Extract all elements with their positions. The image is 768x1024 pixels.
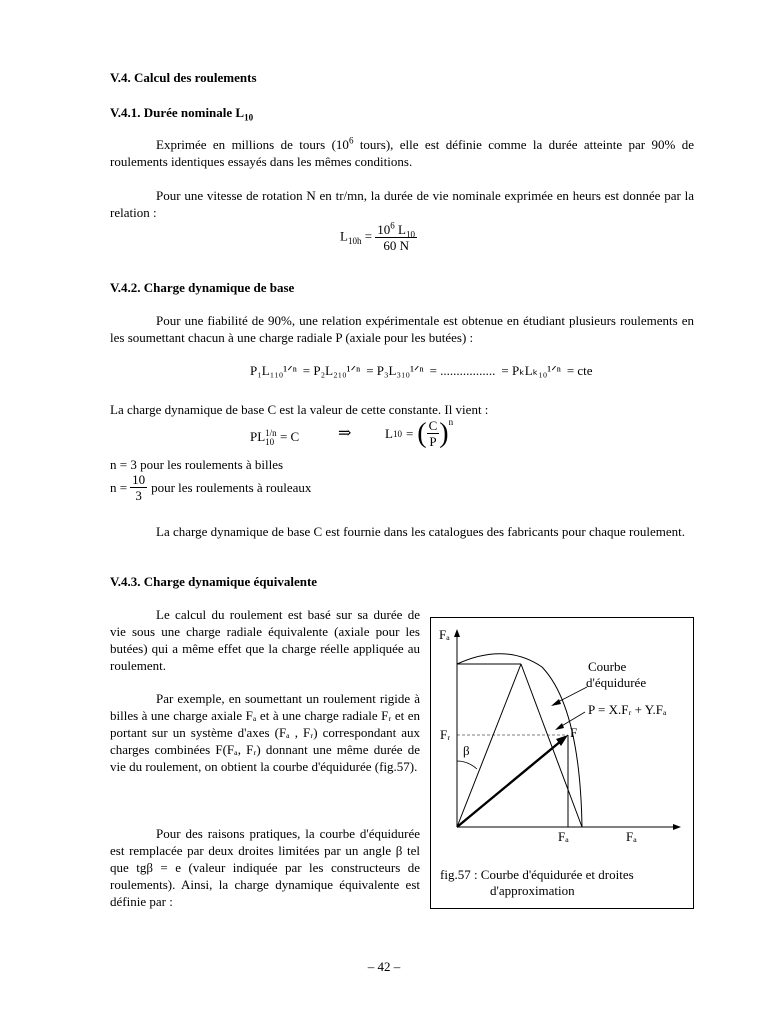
y-axis-arrow (454, 629, 460, 637)
paragraph-raisons: Pour des raisons pratiques, la courbe d'équidurée est remplacée par deux droites limitées par un angle β tel que tgβ = e (valeur indiquée par les constructeurs de roulements). Ainsi, la charge dynamique équivalente est définie par : (110, 826, 420, 909)
resultant-f-vector (457, 741, 561, 827)
formula-leader-arrow (555, 723, 564, 730)
fr-label: Fᵣ (440, 727, 451, 742)
beta-arc (457, 761, 477, 769)
p1-sup: 6 (348, 135, 354, 146)
paragraph-durée-definition (110, 136, 694, 170)
eq3-equals: = (405, 426, 414, 441)
subsection-title-v41 (110, 104, 253, 121)
p1-text-b: tours), elle est définie comme la durée atteinte par 90% de roulements identiques essayés dans les mêmes conditions. (110, 137, 694, 169)
eq2-lhs: PL (250, 429, 266, 444)
equation-l10h (340, 222, 417, 253)
eq3-numerator: C (428, 418, 438, 433)
implies-arrow: ⇒ (338, 425, 352, 442)
fa-value-label: Fₐ (558, 829, 569, 844)
eq-l10h-equals: = (364, 228, 373, 244)
eq3-denominator: P (429, 434, 437, 449)
equation-plc (250, 428, 299, 447)
eq2-scripts (265, 429, 277, 447)
x-axis-arrow (673, 824, 681, 830)
p1-text-a: Exprimée en millions de tours (10 (156, 137, 349, 152)
eq-chain-term-dots: = ................. (429, 363, 496, 378)
approximation-line (521, 664, 582, 827)
eq-l10h-fraction (375, 222, 417, 253)
eq3-fraction (427, 418, 440, 449)
eq-chain-term-k: = PₖLₖ₁₀¹ᐟⁿ (501, 363, 561, 378)
eq-num-10: 10 (377, 222, 391, 237)
n-rouleaux-fraction (130, 472, 147, 503)
eq-chain-term-1: P₁L₁₁₀¹ᐟⁿ (250, 363, 297, 378)
eq-num-L: L (398, 222, 406, 237)
eq-l10h-lhs-sub: 10h (347, 236, 362, 247)
eq3-paren-close: ) (439, 417, 449, 449)
f-label: F (570, 725, 578, 740)
eq-chain-term-3: = P₃L₃₁₀¹ᐟⁿ (366, 363, 424, 378)
eq-chain-term-2: = P₂L₂₁₀¹ᐟⁿ (302, 363, 361, 378)
paragraph-catalogues: La charge dynamique de base C est fournie dans les catalogues des fabricants pour chaque roulement. (156, 524, 685, 539)
eq-chain-cte: = cte (566, 363, 593, 378)
subsection-title-v41-sub: 10 (244, 112, 254, 123)
n-rouleaux-num: 10 (132, 472, 146, 487)
y-axis-label: Fₐ (439, 627, 450, 642)
eq2-sup: 1/n (265, 428, 277, 439)
subsection-title-v41-text: V.4.1. Durée nominale L (110, 105, 245, 120)
n-billes-text: pour les roulements à billes (140, 457, 284, 472)
curve-label-leader-arrow (551, 699, 561, 706)
page-number: – 42 – (367, 959, 401, 974)
eq2-sub: 10 (265, 437, 275, 448)
eq-l10h-lhs: L (340, 228, 348, 244)
section-title: V.4. Calcul des roulements (110, 70, 257, 85)
eq-l10h-denominator: 60 N (383, 238, 409, 253)
eq2-rhs: = C (279, 429, 300, 444)
subsection-title-v42: V.4.2. Charge dynamique de base (110, 280, 295, 295)
paragraph-vitesse: Pour une vitesse de rotation N en tr/mn, la durée de vie nominale exprimée en heurs est donnée par la relation : (110, 188, 694, 220)
n-billes-line (110, 456, 283, 473)
equation-chain (250, 362, 650, 379)
beta-label: β (463, 743, 470, 758)
formula-label: P = X.Fᵣ + Y.Fₐ (588, 702, 667, 717)
paragraph-calcul: Le calcul du roulement est basé sur sa durée de vie sous une charge radiale équivalente (axiale pour les butées) qui a même effet que la charge réelle appliquée au roulement. (110, 607, 420, 673)
figure-caption-line1: fig.57 : Courbe d'équidurée et droites (440, 867, 634, 882)
eq3-paren-open: ( (417, 417, 427, 449)
paragraph-charge-base: La charge dynamique de base C est la valeur de cette constante. Il vient : (110, 402, 489, 417)
paragraph-fiabilite: Pour une fiabilité de 90%, une relation expérimentale est obtenue en étudiant plusieurs roulements en les soumettant chacun à une charge radiale P (axiale pour les butées) : (110, 313, 694, 345)
eq-num-sup: 6 (390, 220, 395, 231)
eq-l10h-numerator (375, 222, 417, 238)
n-rouleaux-line (110, 472, 311, 503)
n-rouleaux-text: pour les roulements à rouleaux (151, 480, 312, 495)
curve-label-line2: d'équidurée (586, 675, 647, 690)
eq3-L: L (385, 426, 393, 441)
x-axis-label: Fₐ (626, 829, 637, 844)
curve-label-line1: Courbe (588, 659, 627, 674)
n-rouleaux-den: 3 (135, 488, 142, 503)
n-billes-eq: n = 3 (110, 457, 137, 472)
subsection-title-v43: V.4.3. Charge dynamique équivalente (110, 574, 318, 589)
paragraph-exemple: Par exemple, en soumettant un roulement rigide à billes à une charge axiale Fₐ et à une charge radiale Fᵣ et en portant sur un système d'axes (Fₐ , Fᵣ) correspondant aux charges combinées F(Fₐ, Fᵣ) donnant une même durée de vie du roulement, on obtient la courbe d'équidurée (fig.57). (110, 691, 420, 774)
equation-l10-cp: L 10 = ( $\frac{C}{P}$ ) $^n$ (385, 416, 454, 449)
eq-num-sub: 10 (406, 229, 415, 240)
n-rouleaux-eq: n = (110, 480, 128, 495)
figure-frame (431, 618, 694, 909)
figure-57 (430, 617, 694, 909)
figure-caption-line2: d'approximation (490, 883, 575, 898)
